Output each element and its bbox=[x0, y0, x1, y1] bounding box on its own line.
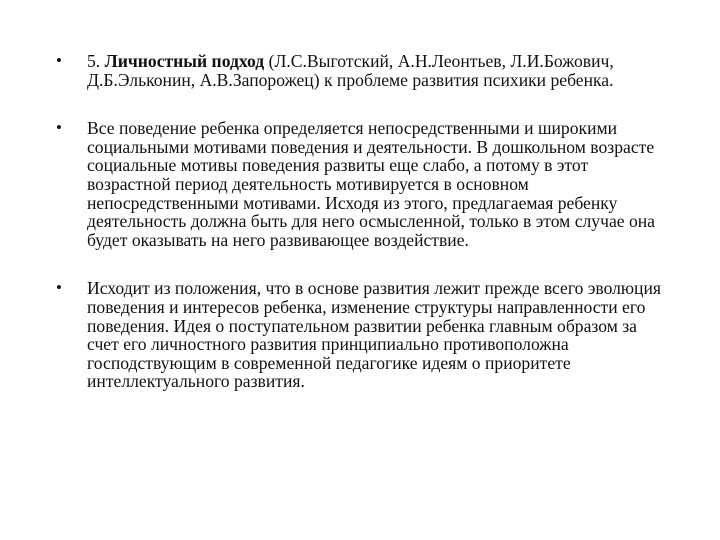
bullet-prefix: 5. bbox=[87, 51, 105, 71]
bullet-marker: • bbox=[56, 118, 62, 138]
bullet-bold-term: Личностный подход bbox=[104, 51, 265, 71]
bullet-text: Все поведение ребенка определяется непосредственными и широкими социальными мотивами поведения и деятельности. В дошкольном возрасте социальные мотивы поведения развиты еще слабо, а потому в этот возрастной период деятельность мотивируется в основном непосредственными мотивами. Исходя из этого, предлагаемая ребенку деятельность должна быть для него осмысленной, только в этом случае она будет оказывать на него развивающее воздействие. bbox=[87, 118, 655, 250]
bullet-item-development-basis bbox=[56, 279, 666, 391]
bullet-marker: • bbox=[56, 278, 62, 298]
bullet-marker: • bbox=[56, 51, 62, 70]
bullet-text bbox=[87, 52, 666, 89]
bullet-item-behavior-motives bbox=[56, 119, 666, 249]
bullet-item-personal-approach bbox=[56, 52, 666, 89]
bullet-list bbox=[56, 52, 666, 421]
bullet-rest: (Л.С.Выготский, А.Н.Леонтьев, Л.И.Божович, Д.Б.Эльконин, А.В.Запорожец) к проблеме развития психики ребенка. bbox=[87, 51, 614, 90]
bullet-text: Исходит из положения, что в основе развития лежит прежде всего эволюция поведения и интересов ребенка, изменение структуры направленности его поведения. Идея о поступательном развитии ребенка главным образом за счет его личностного развития принципиально противоположна господствующим в современной педагогике идеям о приоритете интеллектуального развития. bbox=[87, 278, 661, 392]
